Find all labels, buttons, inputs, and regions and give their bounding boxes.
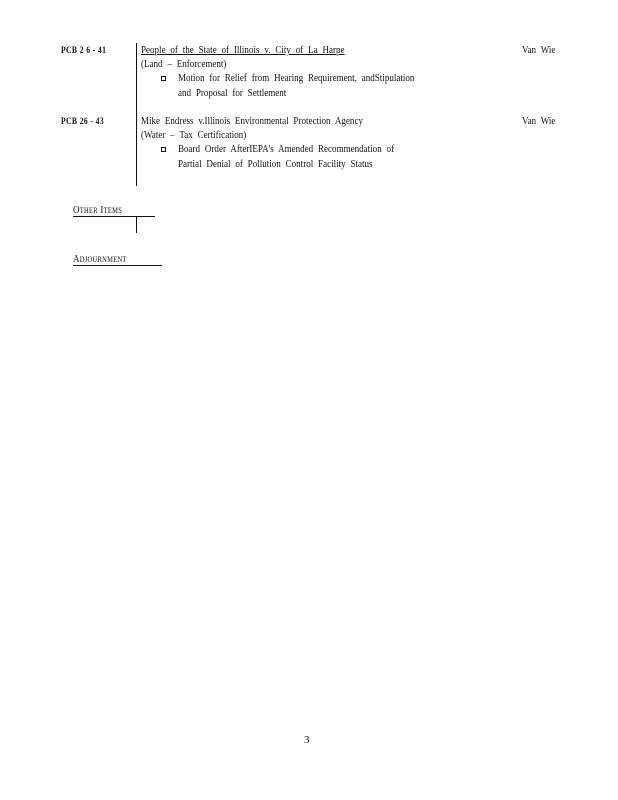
case-assignee: Van Wie xyxy=(522,45,556,56)
adjournment-underline xyxy=(73,265,162,266)
case-item-line: Motion for Relief from Hearing Requirement, andStipulation xyxy=(178,73,415,84)
other-items-underline xyxy=(73,216,155,217)
other-items-rule xyxy=(136,216,137,233)
case-assignee: Van Wie xyxy=(522,116,556,127)
case-item-line: Partial Denial of Pollution Control Facility Status xyxy=(178,159,373,170)
other-items-heading: Other Items xyxy=(73,204,123,216)
adjournment-heading: Adjournment xyxy=(73,253,127,265)
case-title: Mike Endress v.Illinois Environmental Protection Agency xyxy=(141,116,363,127)
page-number: 3 xyxy=(304,734,310,746)
case-item-line: and Proposal for Settlement xyxy=(178,88,287,99)
case-type: (Water – Tax Certification) xyxy=(141,130,247,141)
case-item-line: Board Order AfterIEPA's Amended Recommendation of xyxy=(178,144,395,155)
bullet-icon xyxy=(161,76,166,81)
case-title: People of the State of Illinois v. City of La Harpe xyxy=(141,45,345,56)
case-number: PCB 2 6 - 41 xyxy=(61,46,107,56)
case-number: PCB 26 - 43 xyxy=(61,117,105,127)
case-column-rule xyxy=(136,43,137,186)
case-type: (Land – Enforcement) xyxy=(141,59,227,70)
bullet-icon xyxy=(161,147,166,152)
